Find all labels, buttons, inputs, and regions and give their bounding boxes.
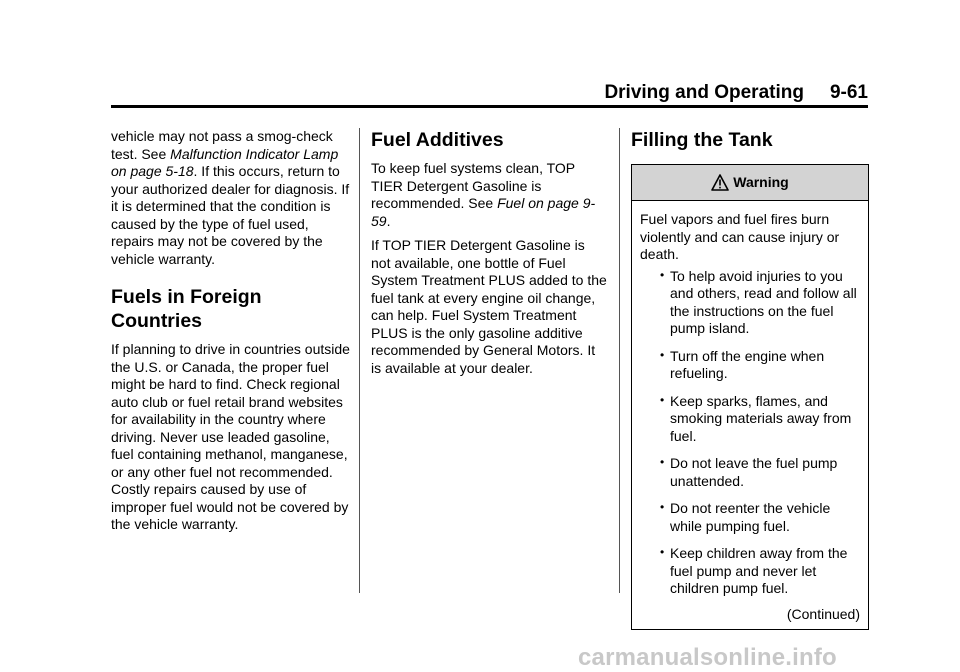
section-heading-filling-tank: Filling the Tank — [631, 129, 773, 151]
bullet-icon: • — [660, 347, 665, 362]
section-heading-fuel-additives: Fuel Additives — [371, 129, 504, 151]
watermark-link[interactable]: carmanualsonline.info — [578, 644, 837, 671]
warning-list — [640, 268, 860, 598]
warning-item: • Keep children away from the fuel pump and never let children pump fuel. — [660, 545, 848, 596]
warning-item: • Do not reenter the vehicle while pumping fuel. — [660, 500, 831, 534]
column-divider-2 — [619, 128, 620, 593]
additives-paragraph-1: To keep fuel systems clean, TOP TIER Detergent Gasoline is recommended. See Fuel on page 9-59. — [371, 160, 596, 229]
header-text — [604, 82, 868, 104]
additives-paragraph-2: If TOP TIER Detergent Gasoline is not available, one bottle of Fuel System Treatment PLUS added to the fuel tank at every engine oil change, can help. Fuel System Treatment PLUS is the only gasoline additive recommended by General Motors. It is available at your dealer. — [371, 237, 607, 376]
foreign-fuels-paragraph: If planning to drive in countries outside the U.S. or Canada, the proper fuel might be hard to find. Check regional auto club or fuel retail brand websites for availability in the country where driving. Never use leaded gasoline, fuel containing methanol, manganese, or any other fuel not recommended. Costly repairs caused by use of improper fuel would not be covered by the vehicle warranty. — [111, 341, 350, 532]
page-header — [111, 82, 868, 104]
header-rule — [111, 105, 868, 108]
warning-item: • Turn off the engine when refueling. — [660, 347, 825, 381]
warning-item: • Keep sparks, flames, and smoking materials away from fuel. — [660, 392, 852, 444]
bullet-icon: • — [660, 267, 665, 282]
bullet-icon: • — [660, 455, 665, 469]
continued-label: (Continued) — [786, 605, 860, 622]
warning-header — [632, 165, 868, 201]
warning-body — [632, 201, 868, 629]
cross-reference: Fuel on page 9-59 — [371, 195, 596, 229]
warning-triangle-icon — [711, 174, 729, 191]
column-1 — [111, 128, 351, 541]
column-2 — [371, 128, 607, 384]
bullet-icon: • — [660, 392, 665, 407]
bullet-icon: • — [660, 500, 665, 514]
warning-item: • To help avoid injuries to you and others, read and follow all the instructions on the fuel pump island. — [660, 267, 857, 336]
column-3 — [631, 128, 869, 630]
section-title: Driving and Operating — [604, 82, 804, 103]
warning-box — [631, 164, 869, 630]
warning-title: Warning — [733, 173, 789, 190]
bullet-icon: • — [660, 545, 665, 559]
warning-intro: Fuel vapors and fuel fires burn violently and can cause injury or death. — [640, 211, 840, 262]
warning-item: • Do not leave the fuel pump unattended. — [660, 455, 838, 489]
section-heading-foreign-fuels: Fuels in Foreign Countries — [111, 286, 262, 332]
page-number: 9-61 — [829, 82, 868, 103]
smog-check-paragraph: vehicle may not pass a smog-check test. See Malfunction Indicator Lamp on page 5-18. If this occurs, return to your authorized dealer for diagnosis. If it is determined that the condition is caused by the type of fuel used, repairs may not be covered by the vehicle warranty. — [111, 128, 350, 267]
cross-reference: Malfunction Indicator Lamp on page 5-18 — [111, 145, 339, 179]
column-divider-1 — [359, 128, 360, 593]
